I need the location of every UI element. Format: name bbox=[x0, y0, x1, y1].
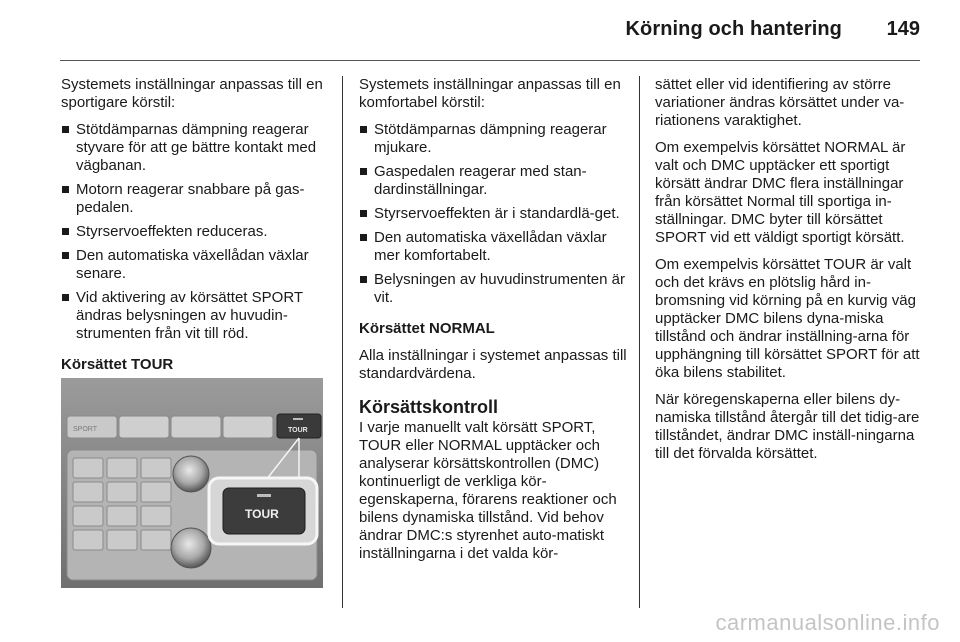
control-panel-illustration bbox=[61, 378, 323, 588]
bullet-square-icon bbox=[360, 210, 367, 217]
list-item: Styrservoeffekten är i standardlä-get. bbox=[359, 205, 627, 223]
paragraph: När köregenskaperna eller bilens dy-namiska tillstånd återgår till det tidig-are tillståndet, ändrar DMC inställ-ningarna till det förvalda körsättet. bbox=[655, 391, 920, 462]
paragraph: Om exempelvis körsättet NORMAL är valt och DMC upptäcker ett sportigt körsätt ändrar DMC flera inställningar från körsättet Normal till sportiga in-ställningar. DMC byter till körsättet SPORT vid ett väldigt sportigt körsätt. bbox=[655, 139, 906, 246]
column-divider-2 bbox=[639, 76, 640, 608]
tour-button-label: TOUR bbox=[288, 427, 308, 434]
bullet-square-icon bbox=[62, 228, 69, 235]
tour-heading: Körsättet TOUR bbox=[61, 356, 174, 373]
normal-text: Alla inställningar i systemet anpassas till standardvärdena. bbox=[359, 347, 627, 382]
section-title: Körsättskontroll bbox=[359, 397, 499, 417]
paragraph: sättet eller vid identifiering av större variationer ändras körsättet under va-riationens varaktighet. bbox=[655, 76, 905, 129]
section-text: I varje manuellt valt körsätt SPORT, TOUR eller NORMAL upptäcker och analyserar körsättskontrollen (DMC) kontinuerligt de verkliga kör-egenskaperna, förarens reaktioner och bilens dynamiska tillstånd. Vid behov ändrar DMC:s styrenhet auto-matiskt inställningarna i det valda kör- bbox=[359, 419, 617, 562]
chapter-title: Körning och hantering bbox=[625, 18, 842, 40]
upper-knob bbox=[173, 456, 209, 492]
list-item: Den automatiska växellådan växlar mer komfortabelt. bbox=[359, 229, 627, 265]
sport-bullet-list bbox=[61, 121, 329, 343]
list-item: Den automatiska växellådan växlar senare. bbox=[61, 247, 329, 283]
normal-heading: Körsättet NORMAL bbox=[359, 320, 495, 337]
list-item: Motorn reagerar snabbare på gas-pedalen. bbox=[61, 181, 329, 217]
column-3 bbox=[655, 76, 923, 472]
list-item: Vid aktivering av körsättet SPORT ändras belysningen av huvudin-strumenten från vit till röd. bbox=[61, 289, 329, 343]
column-divider-1 bbox=[342, 76, 343, 608]
list-item: Styrservoeffekten reduceras. bbox=[61, 223, 329, 241]
watermark: carmanualsonline.info bbox=[715, 610, 940, 635]
tour-bullet-list bbox=[359, 121, 627, 307]
sport-intro: Systemets inställningar anpassas till en sportigare körstil: bbox=[61, 76, 323, 111]
page-number: 149 bbox=[886, 18, 920, 40]
list-item: Belysningen av huvudinstrumenten är vit. bbox=[359, 271, 627, 307]
bullet-square-icon bbox=[62, 252, 69, 259]
bullet-square-icon bbox=[62, 126, 69, 133]
lower-knob bbox=[171, 528, 211, 568]
bullet-square-icon bbox=[360, 126, 367, 133]
dashboard-photo bbox=[61, 378, 323, 588]
tour-zoom-label: TOUR bbox=[245, 507, 279, 521]
list-item: Gaspedalen reagerar med stan-dardinställningar. bbox=[359, 163, 627, 199]
bullet-square-icon bbox=[62, 186, 69, 193]
bullet-square-icon bbox=[360, 168, 367, 175]
bullet-square-icon bbox=[360, 234, 367, 241]
tour-intro: Systemets inställningar anpassas till en komfortabel körstil: bbox=[359, 76, 621, 111]
list-item: Stötdämparnas dämpning reagerar styvare för att ge bättre kontakt med vägbanan. bbox=[61, 121, 329, 175]
bullet-square-icon bbox=[360, 276, 367, 283]
sport-button-label: SPORT bbox=[73, 426, 97, 433]
list-item: Stötdämparnas dämpning reagerar mjukare. bbox=[359, 121, 627, 157]
bullet-square-icon bbox=[62, 294, 69, 301]
paragraph: Om exempelvis körsättet TOUR är valt och det krävs en plötslig hård in-bromsning vid körning på en kurvig väg upptäcker DMC bilens dyna-miska tillstånd och ändrar inställning-arna för upphängning till körsättet SPORT för att öka bilens stabilitet. bbox=[655, 256, 920, 381]
column-2 bbox=[359, 76, 627, 572]
column-1 bbox=[61, 76, 329, 383]
page-header bbox=[0, 0, 960, 62]
header-rule bbox=[60, 60, 920, 61]
